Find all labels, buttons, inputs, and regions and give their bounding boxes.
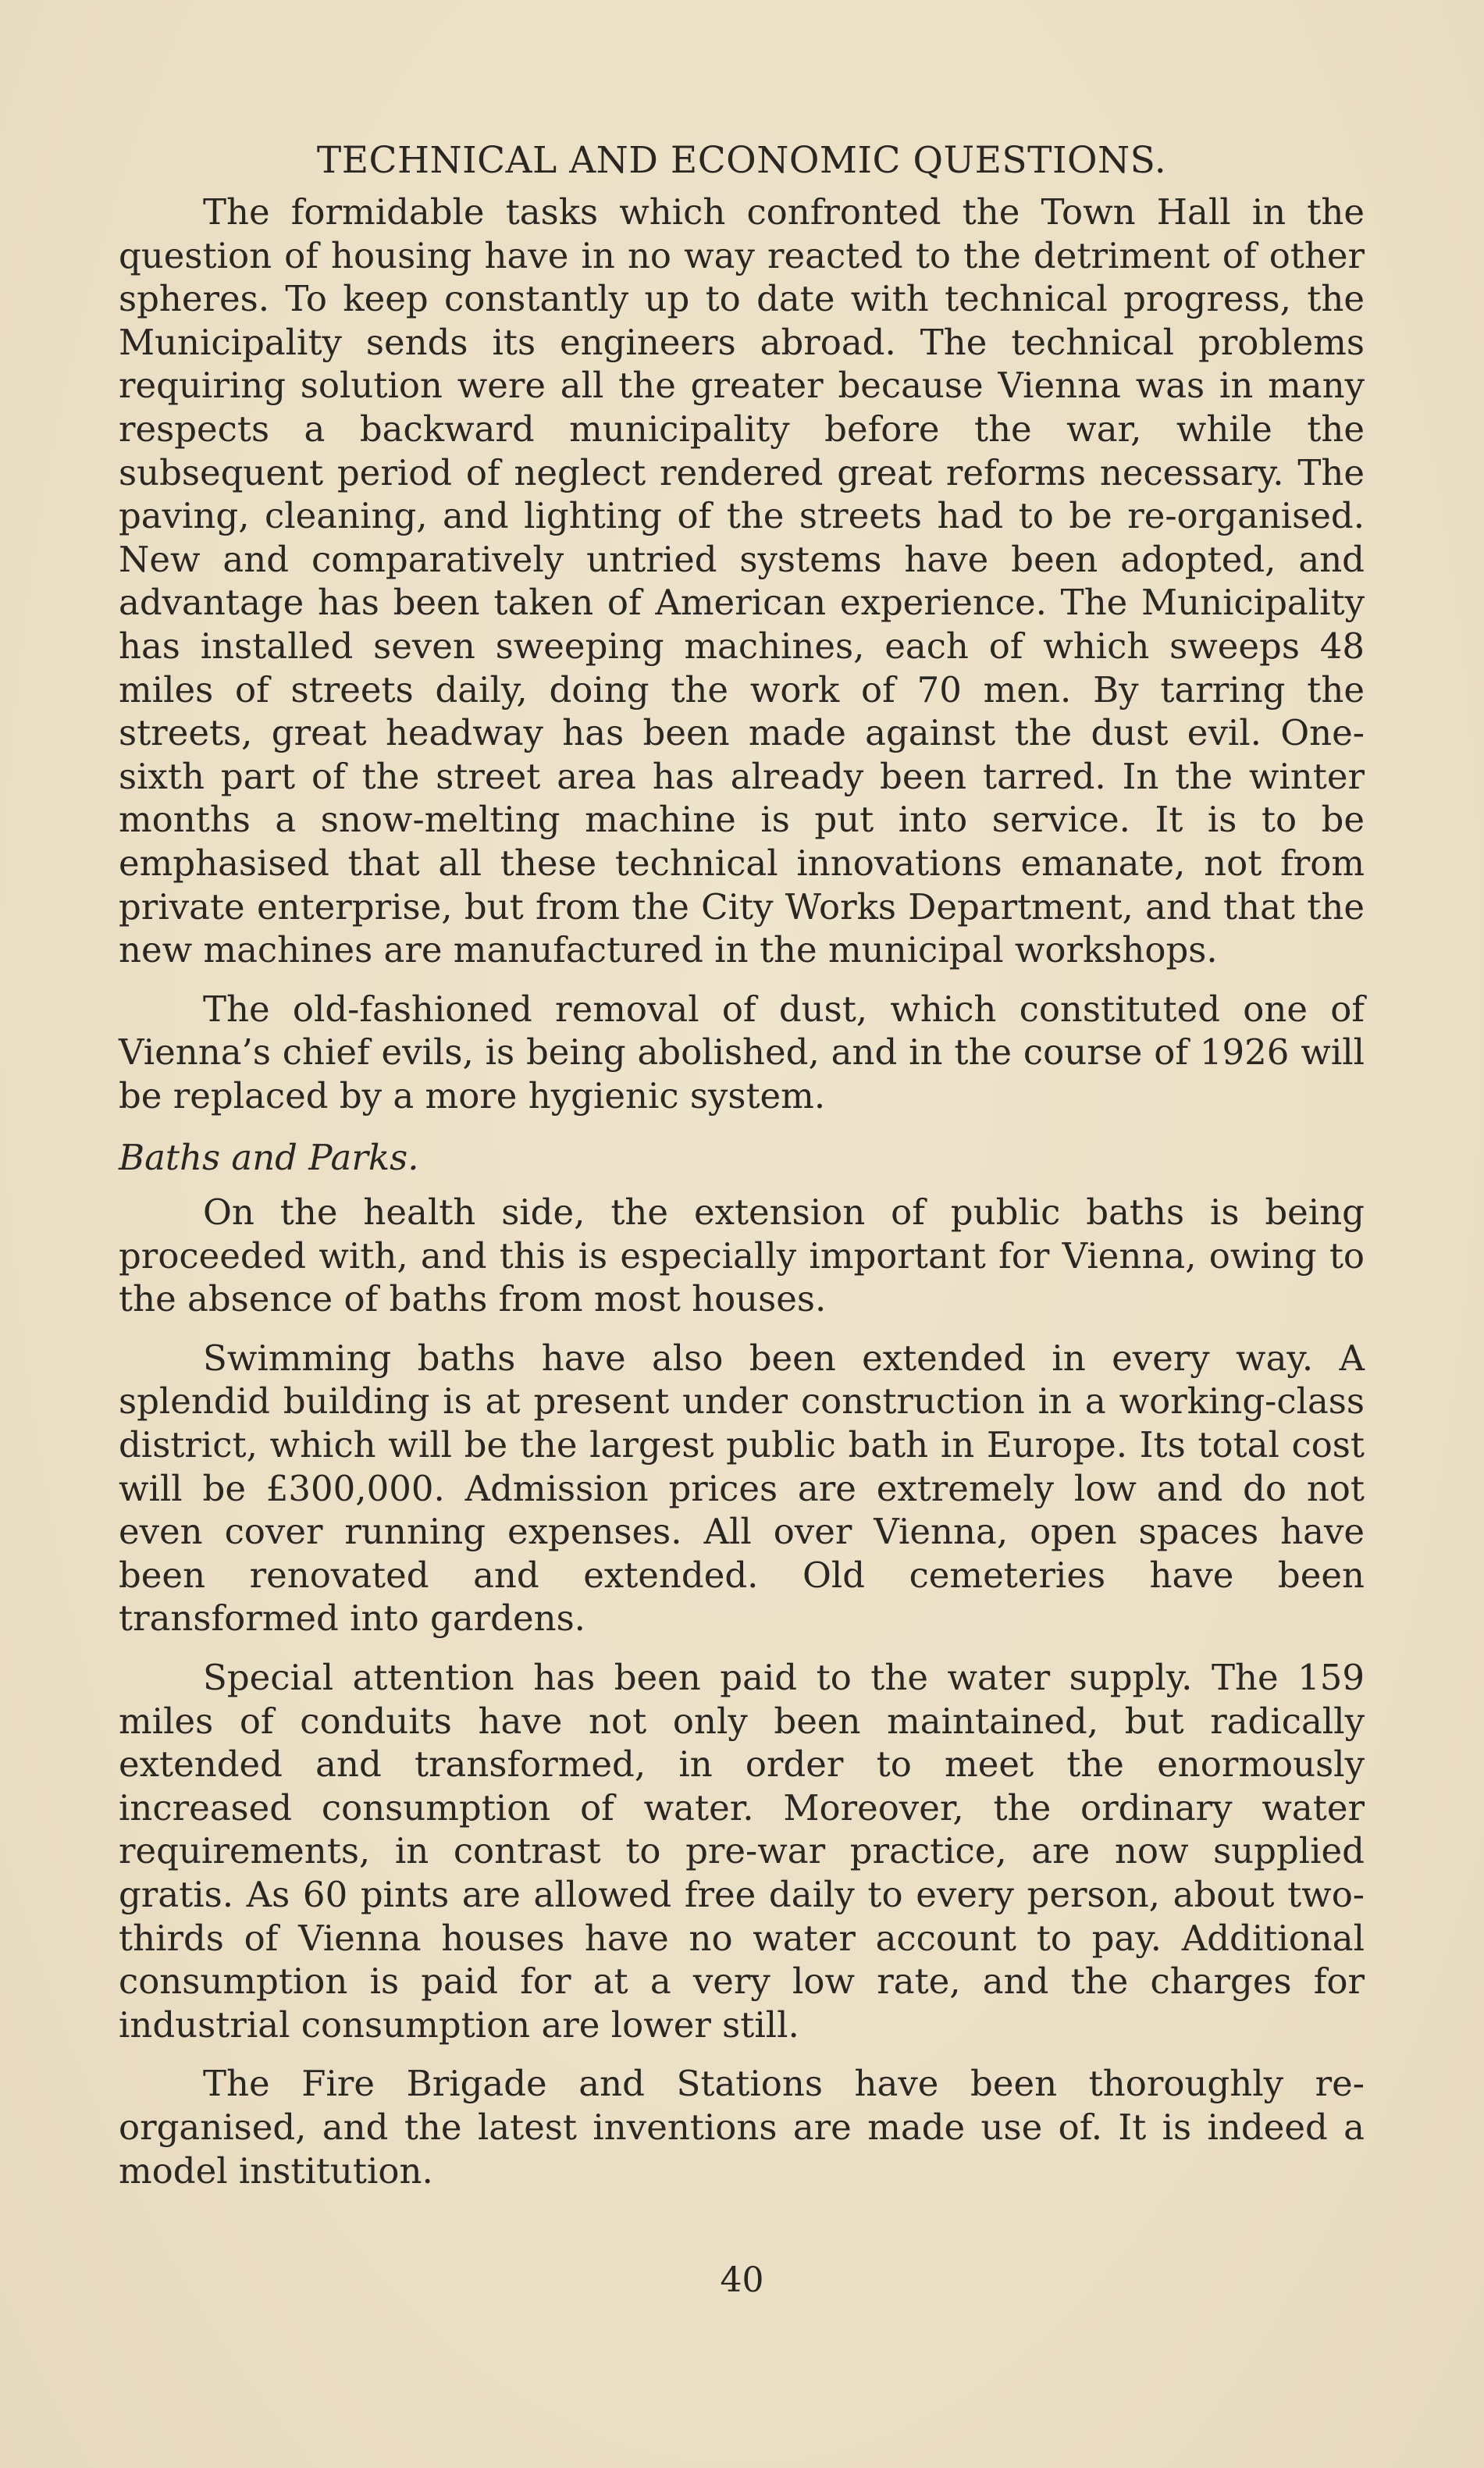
page-heading: TECHNICAL AND ECONOMIC QUESTIONS. (316, 139, 1167, 182)
paragraph-technical: The formidable tasks which confronted the Town Hall in the question of housing have in no way reacted to the detriment of other spheres. To keep constantly up to date with technical progress, the Municipality sends its engineers abroad. The technical problems requiring solution were all the greater because Vienna was in many respects a backward municipality before the war, while the subsequent period of neglect rendered great reforms necessary. The paving, cleaning, and lighting of the streets had to be re-organised. New and comparatively untried systems have been adopted, and advantage has been taken of American experience. The Municipality has installed seven sweeping machines, each of which sweeps 48 miles of streets daily, doing the work of 70 men. By tarring the streets, great headway has been made against the dust evil. One-sixth part of the street area has already been tarred. In the winter months a snow-melting machine is put into service. It is to be emphasised that all these technical innovations emanate, not from private enterprise, but from the City Works Department, and that the new machines are manufactured in the municipal workshops. (119, 191, 1365, 971)
paragraph-public-baths: On the health side, the extension of public baths is being proceeded with, and this is especially important for Vienna, owing to the absence of baths from most houses. (119, 1191, 1365, 1320)
page-number: 40 (720, 2260, 764, 2300)
paragraph-water-supply: Special attention has been paid to the water supply. The 159 miles of conduits have not only been maintained, but radically extended and transformed, in order to meet the enormously increased consumption of water. Moreover, the ordinary water requirements, in contrast to pre-war practice, are now supplied gratis. As 60 pints are allowed free daily to every person, about two-thirds of Vienna houses have no water account to pay. Additional consumption is paid for at a very low rate, and the charges for industrial consumption are lower still. (119, 1657, 1365, 2046)
paragraph-fire-brigade: The Fire Brigade and Stations have been thoroughly re-organised, and the latest inventions are made use of. It is indeed a model institution. (119, 2063, 1365, 2192)
paragraph-swimming-baths: Swimming baths have also been extended in every way. A splendid building is at present under construction in a working-class district, which will be the largest public bath in Europe. Its total cost will be £300,000. Admission prices are extremely low and do not even cover running expenses. All over Vienna, open spaces have been renovated and extended. Old cemeteries have been transformed into gardens. (119, 1337, 1365, 1640)
page-text (119, 137, 1365, 2208)
section-title-baths-parks: Baths and Parks. (119, 1137, 419, 1179)
paragraph-dust-removal: The old-fashioned removal of dust, which constituted one of Vienna’s chief evils, is being abolished, and in the course of 1926 will be replaced by a more hygienic system. (119, 988, 1365, 1116)
